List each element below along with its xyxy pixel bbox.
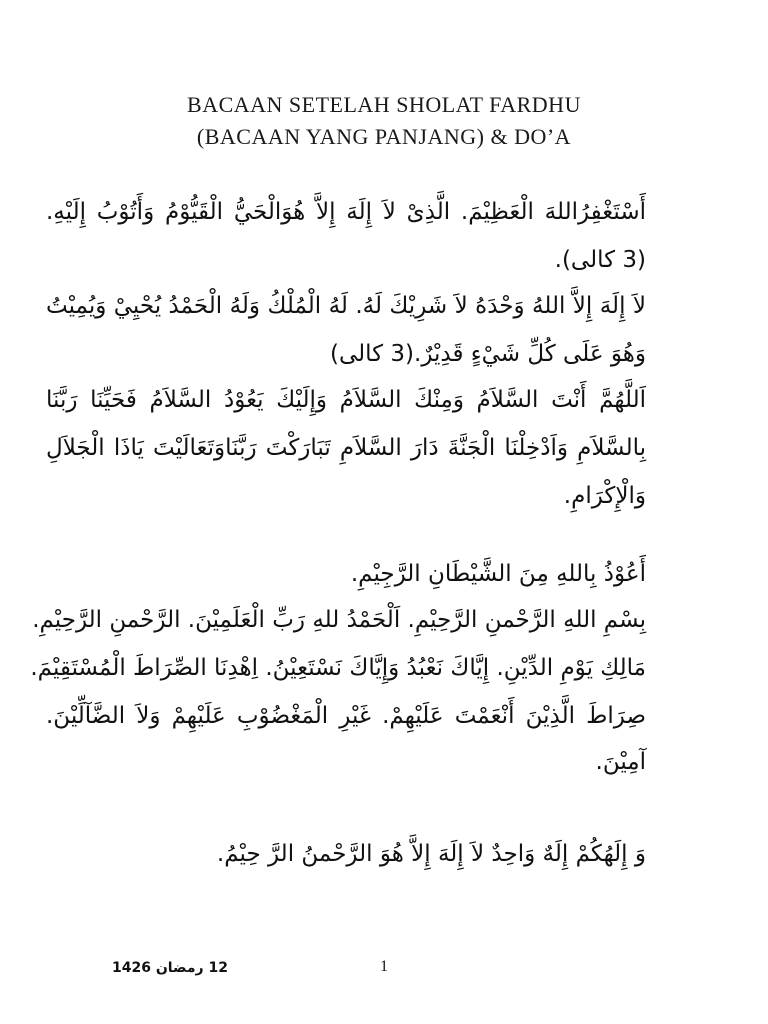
salam-doa-line-1: اَللَّهُمَّ أَنْتَ السَّلاَمُ وَمِنْكَ السَّلاَمُ وَإِلَيْكَ يَعُوْدُ السَّلاَمُ فَحَيِّنَا رَبَّنَا [46,387,646,413]
document-title-line-1: BACAAN SETELAH SHOLAT FARDHU [187,92,581,117]
salam-doa-line-2: بِالسَّلاَمِ وَاَدْخِلْنَا الْجَنَّةَ دَارَ السَّلاَمِ تَبَارَكْتَ رَبَّنَاوَتَعَالَيْتَ يَاذَا الْجَلاَلِ [46,435,646,461]
tahlil-line-2: وَهُوَ عَلَى كُلِّ شَيْءٍ قَدِيْرٌ.(3 كالى) [329,341,646,367]
page-number: 1 [380,958,388,975]
footer-date: 12 رمضان 1426 [112,960,228,976]
fatihah-line-2: مَالِكِ يَوْمِ الدِّيْنِ. إِيَّاكَ نَعْبُدُ وَإِيَّاكَ نَسْتَعِيْنُ. اِهْدِنَا الصِّرَاطَ الْمُسْتَقِيْمَ. [30,655,646,681]
tahlil-line-1: لاَ إِلَهَ إِلاَّ اللهُ وَحْدَهُ لاَ شَرِيْكَ لَهُ. لَهُ الْمُلْكُ وَلَهُ الْحَمْدُ يُحْيِيْ وَيُمِيْتُ [46,293,646,319]
ilahukum-line: وَ إِلَهُكُمْ إِلَهٌ وَاحِدٌ لاَ إِلَهَ إِلاَّ هُوَ الرَّحْمنُ الرَّ حِيْمُ. [216,841,646,867]
document-title-line-2: (BACAAN YANG PANJANG) & DO’A [196,124,572,149]
fatihah-line-1: بِسْمِ اللهِ الرَّحْمنِ الرَّحِيْمِ. اَلْحَمْدُ للهِ رَبِّ الْعَلَمِيْنَ. الرَّحْمنِ الرَّحِيْمِ. [32,607,646,633]
taawwudz-line: أَعُوْذُ بِاللهِ مِنَ الشَّيْطَانِ الرَّجِيْمِ. [350,561,646,587]
salam-doa-line-3: وَالْإِكْرَامِ. [563,483,646,509]
istighfar-line-1: أَسْتَغْفِرُاللهَ الْعَظِيْمَ. الَّذِىْ لاَ إِلَهَ إِلاَّ هُوَالْحَيُّ الْقَيُّوْمُ وَأَتُوْبُ إِلَيْهِ. [46,199,646,225]
fatihah-line-3: صِرَاطَ الَّذِيْنَ أَنْعَمْتَ عَلَيْهِمْ. غَيْرِ الْمَغْضُوْبِ عَلَيْهِمْ وَلاَ الضَّآلِّيْنَ. [46,703,646,729]
istighfar-line-2: (3 كالى). [554,247,646,273]
fatihah-line-4: آمِيْنَ. [595,749,646,775]
